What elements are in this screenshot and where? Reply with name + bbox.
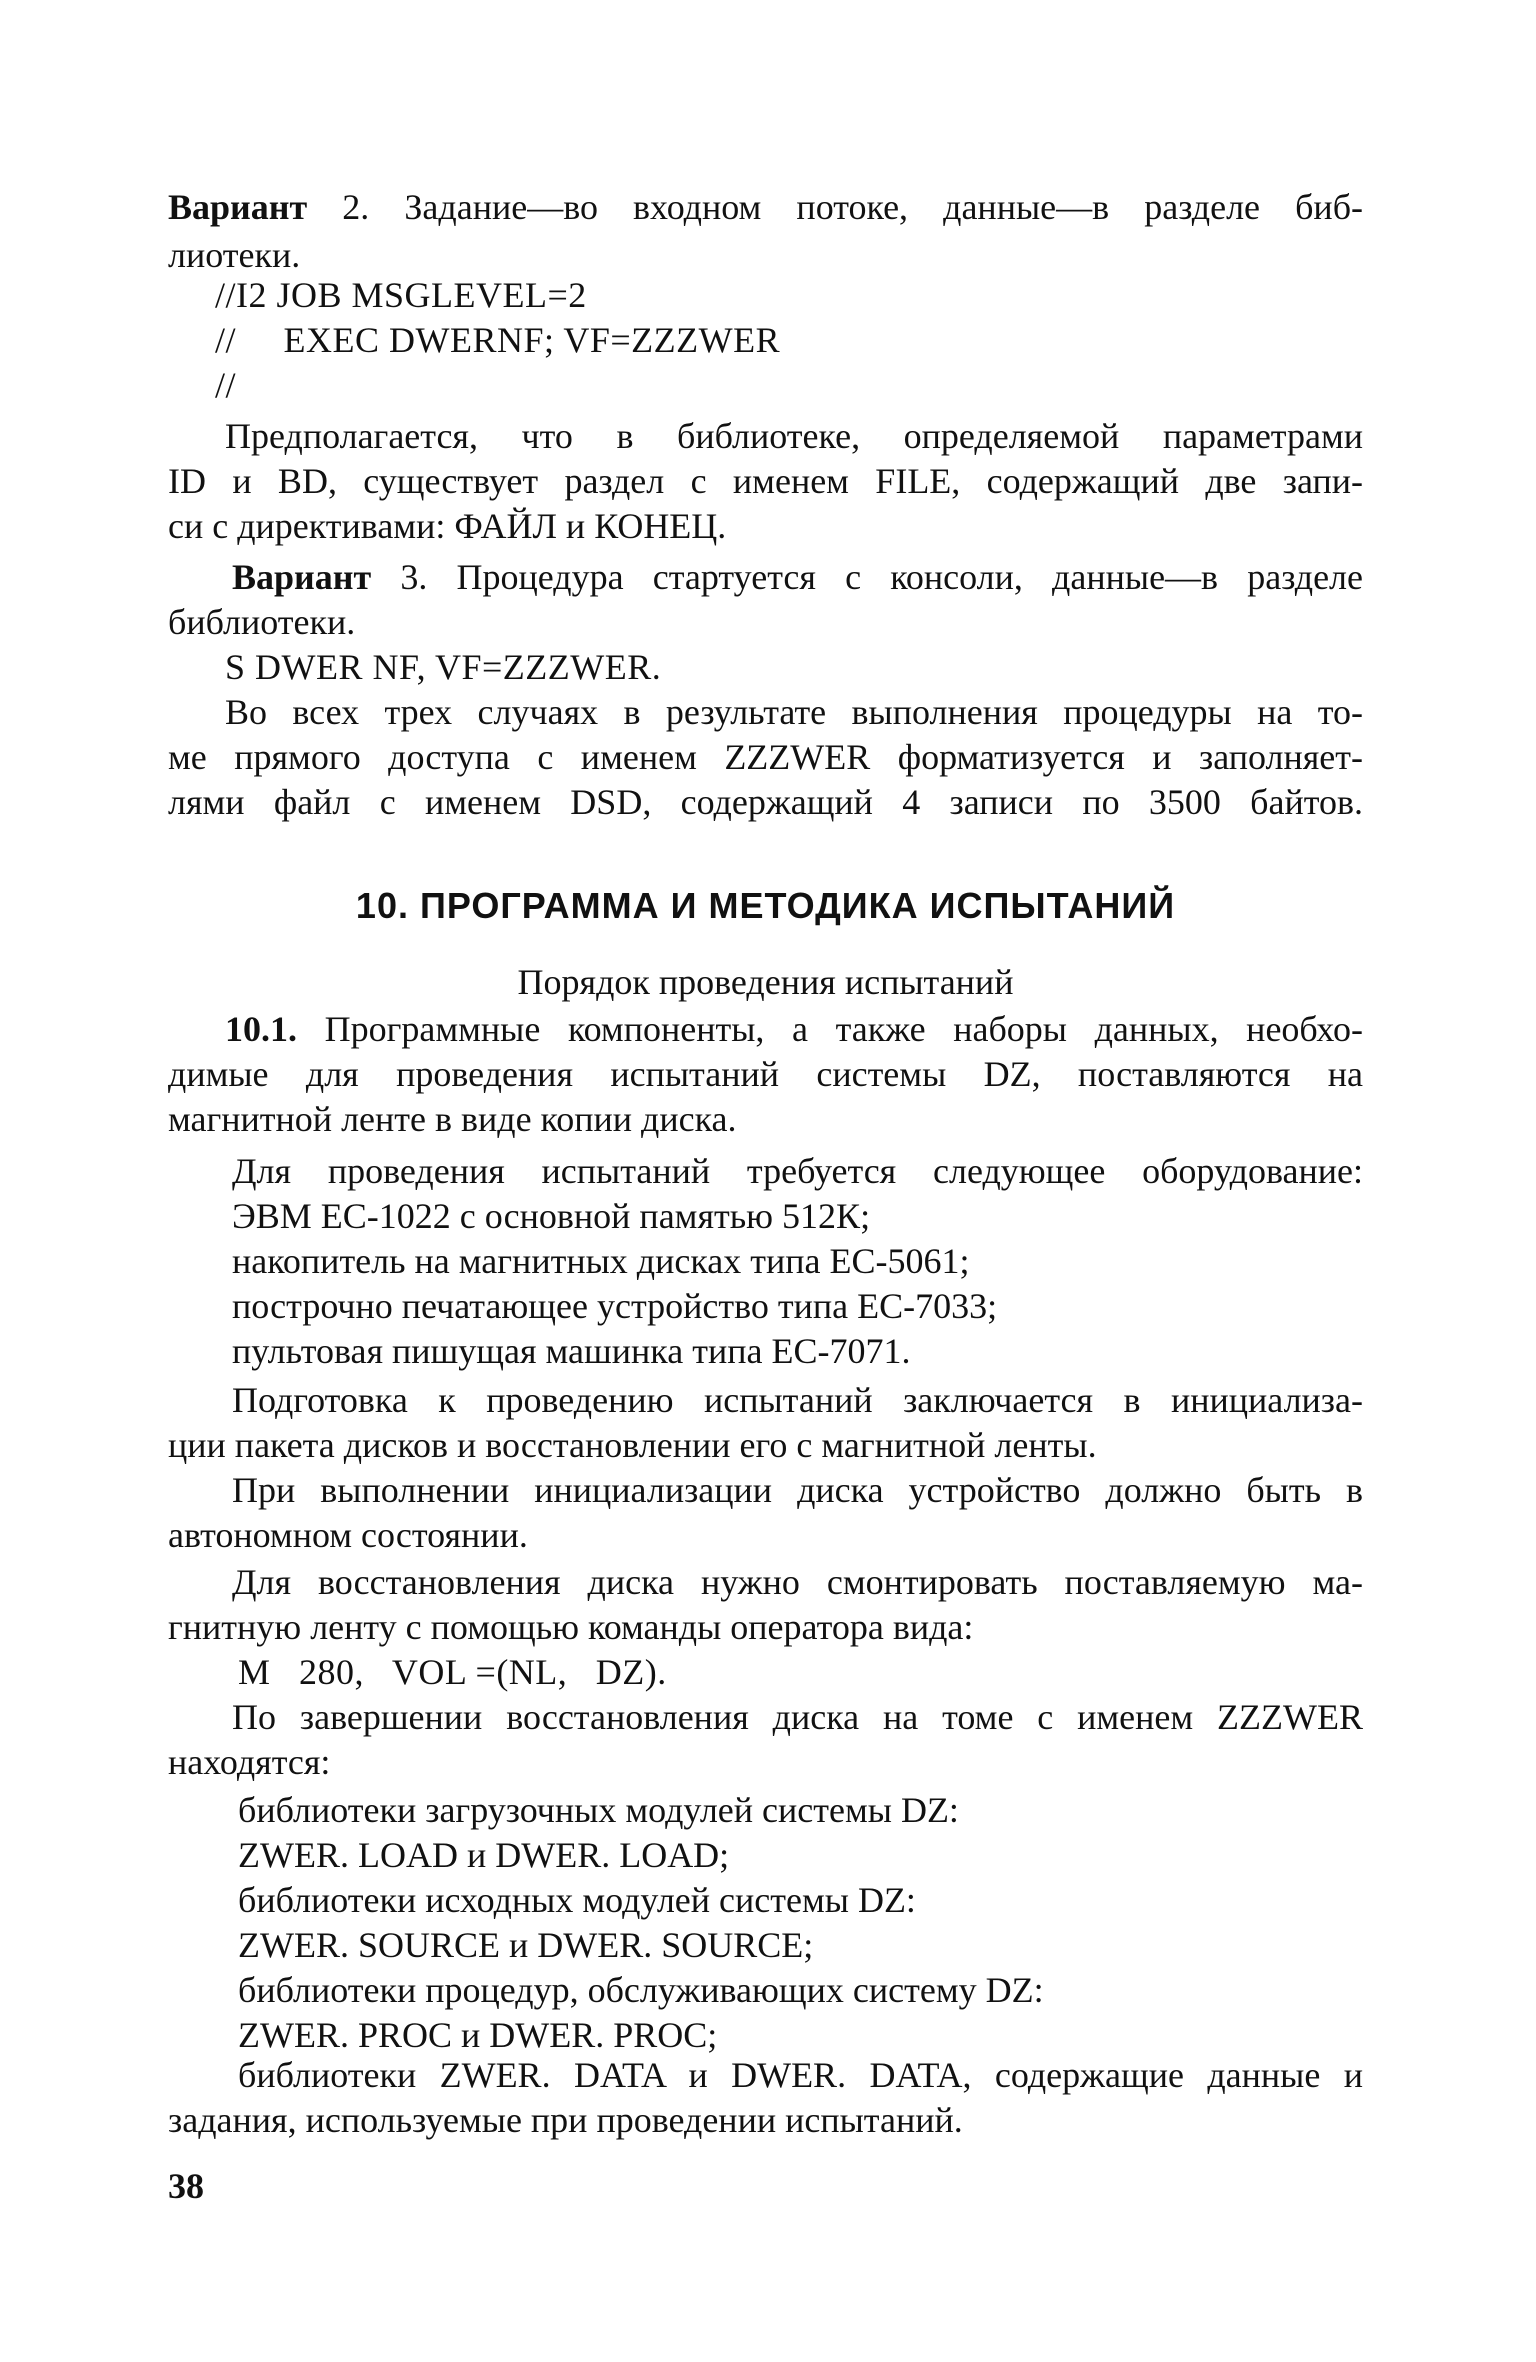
page-number: 38 — [168, 2166, 204, 2206]
paragraph-1-line-2: ID и BD, существует раздел с именем FILE, содержащий две запи- — [168, 461, 1363, 501]
paragraph-7-line-2: гнитную ленту с помощью команды оператора вида: — [168, 1607, 974, 1647]
jcl-line-1: //I2 JOB MSGLEVEL=2 — [215, 275, 587, 315]
library-4-line-1: библиотеки ZWER. DATA и DWER. DATA, содержащие данные и — [238, 2055, 1363, 2095]
library-1-names: ZWER. LOAD и DWER. LOAD; — [238, 1835, 730, 1875]
paragraph-7-line-1: Для восстановления диска нужно смонтировать поставляемую ма- — [232, 1562, 1363, 1602]
jcl-line-2: // EXEC DWERNF; VF=ZZZWER — [215, 320, 781, 360]
library-1-description: библиотеки загрузочных модулей системы DZ: — [238, 1790, 959, 1830]
section-title: 10. ПРОГРАММА И МЕТОДИКА ИСПЫТАНИЙ — [355, 885, 1176, 926]
equipment-item-4: пультовая пишущая машинка типа ЕС-7071. — [232, 1331, 911, 1371]
paragraph-6-line-2: автономном состоянии. — [168, 1515, 528, 1555]
library-3-description: библиотеки процедур, обслуживающих систему DZ: — [238, 1970, 1044, 2010]
variant-2-line-1: Вариант 2. Задание—во входном потоке, данные—в разделе биб- — [168, 187, 1363, 227]
paragraph-8-line-1: По завершении восстановления диска на томе с именем ZZZWER — [232, 1697, 1363, 1737]
paragraph-8-line-2: находятся: — [168, 1742, 331, 1782]
paragraph-6-line-1: При выполнении инициализации диска устройство должно быть в — [232, 1470, 1363, 1510]
paragraph-1-line-1: Предполагается, что в библиотеке, определяемой параметрами — [225, 416, 1363, 456]
jcl-line-3: // — [215, 365, 237, 405]
paragraph-1-line-3: си с директивами: ФАЙЛ и КОНЕЦ. — [168, 506, 727, 546]
paragraph-5-line-2: ции пакета дисков и восстановлении его с магнитной ленты. — [168, 1425, 1097, 1465]
library-2-description: библиотеки исходных модулей системы DZ: — [238, 1880, 916, 1920]
paragraph-4-line-1: Для проведения испытаний требуется следующее оборудование: — [232, 1151, 1363, 1191]
variant-2-label: Вариант — [168, 187, 308, 227]
paragraph-2-line-2: ме прямого доступа с именем ZZZWER форматизуется и заполняет- — [168, 737, 1363, 777]
equipment-item-2: накопитель на магнитных дисках типа ЕС-5061; — [232, 1241, 970, 1281]
console-command: S DWER NF, VF=ZZZWER. — [225, 647, 662, 687]
paragraph-2-line-3: лями файл с именем DSD, содержащий 4 записи по 3500 байтов. — [168, 782, 1363, 822]
variant-2-line-2: лиотеки. — [168, 235, 301, 275]
paragraph-2-line-1: Во всех трех случаях в результате выполнения процедуры на то- — [225, 692, 1363, 732]
paragraph-3-line-1: 10.1. Программные компоненты, а также наборы данных, необхо- — [225, 1009, 1363, 1049]
variant-3-label: Вариант — [232, 557, 372, 597]
operator-command: M 280, VOL =(NL, DZ). — [238, 1652, 667, 1692]
library-2-names: ZWER. SOURCE и DWER. SOURCE; — [238, 1925, 814, 1965]
paragraph-5-line-1: Подготовка к проведению испытаний заключается в инициализа- — [232, 1380, 1363, 1420]
variant-3-line-1: Вариант 3. Процедура стартуется с консоли, данные—в разделе — [232, 557, 1363, 597]
paragraph-3-line-2: димые для проведения испытаний системы DZ, поставляются на — [168, 1054, 1363, 1094]
library-4-line-2: задания, используемые при проведении испытаний. — [168, 2100, 963, 2140]
subsection-title: Порядок проведения испытаний — [517, 962, 1014, 1002]
equipment-item-1: ЭВМ ЕС-1022 с основной памятью 512К; — [232, 1196, 871, 1236]
library-3-names: ZWER. PROC и DWER. PROC; — [238, 2015, 718, 2055]
clause-number: 10.1. — [225, 1009, 297, 1049]
variant-3-line-2: библиотеки. — [168, 602, 356, 642]
equipment-item-3: построчно печатающее устройство типа ЕС-7033; — [232, 1286, 998, 1326]
paragraph-3-line-3: магнитной ленте в виде копии диска. — [168, 1099, 737, 1139]
